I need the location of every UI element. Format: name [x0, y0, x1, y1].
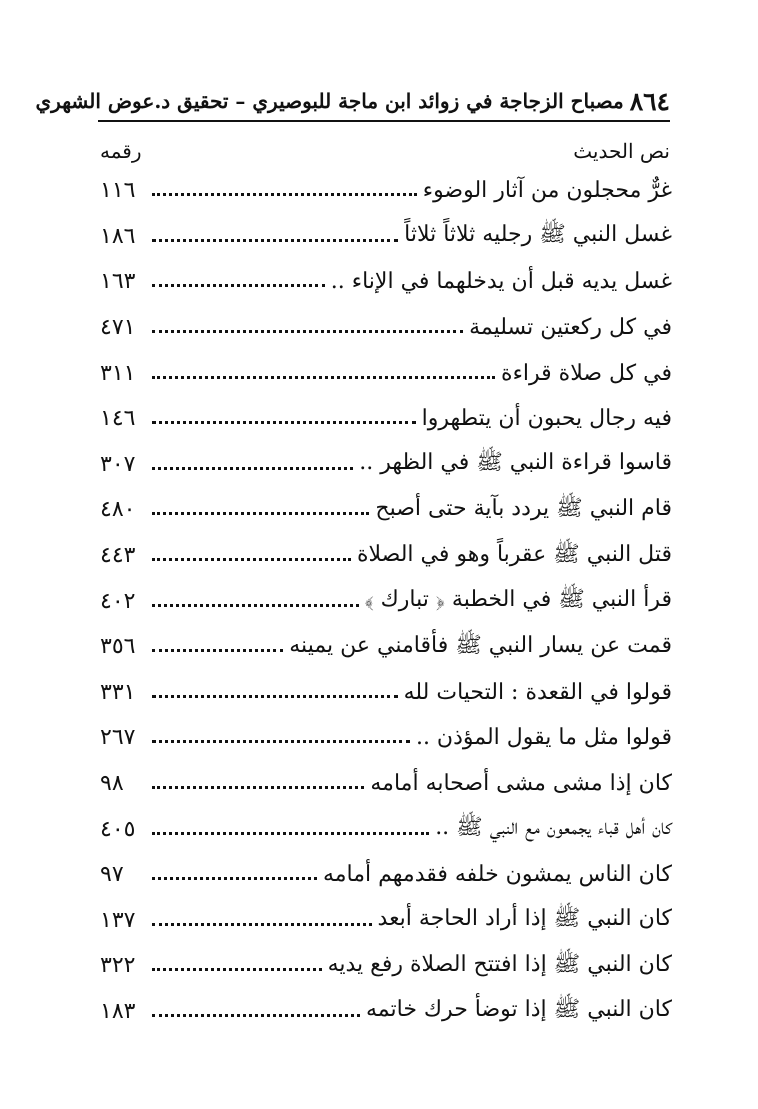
- entry-text: قام النبي ﷺ يردد بآية حتى أصبح: [375, 495, 672, 521]
- dot-leader: [152, 649, 283, 652]
- entry-text: قاسوا قراءة النبي ﷺ في الظهر ..: [359, 450, 672, 476]
- entry-number: ١٨٣: [100, 998, 136, 1024]
- entry-text: كان إذا مشى مشى أصحابه أمامه: [370, 771, 672, 797]
- entry-number: ١١٦: [100, 178, 136, 204]
- running-title: مصباح الزجاجة في زوائد ابن ماجة للبوصيري – تحقيق د.عوض الشهري: [35, 89, 624, 113]
- index-entry: [100, 396, 672, 442]
- entry-number: ٤٨٠: [100, 497, 136, 523]
- entry-text: قولوا في القعدة : التحيات لله: [403, 679, 672, 705]
- entry-text: كان أهل قباء يجمعون مع النبي ﷺ ..: [435, 815, 672, 841]
- dot-leader: [152, 512, 369, 515]
- index-entry: [100, 305, 672, 351]
- entry-number: ١٣٧: [100, 907, 136, 933]
- entry-number: ٤٧١: [100, 315, 136, 341]
- column-headers: [100, 136, 670, 166]
- dot-leader: [152, 740, 410, 743]
- index-entry: [100, 852, 672, 898]
- index-entry: [100, 715, 672, 761]
- entry-number: ٢٦٧: [100, 725, 136, 751]
- dot-leader: [152, 786, 364, 789]
- index-entry: [100, 898, 672, 944]
- index-entry: [100, 442, 672, 488]
- dot-leader: [152, 467, 353, 470]
- entry-text: كان النبي ﷺ إذا أراد الحاجة أبعد: [377, 906, 672, 932]
- entry-text: فيه رجال يحبون أن يتطهروا: [421, 406, 672, 432]
- entry-text: غسل النبي ﷺ رجليه ثلاثاً ثلاثاً: [404, 222, 672, 248]
- entry-text: قمت عن يسار النبي ﷺ فأقامني عن يمينه: [289, 632, 672, 658]
- dot-leader: [152, 877, 317, 880]
- dot-leader: [152, 193, 417, 196]
- index-entry: [100, 943, 672, 989]
- dot-leader: [152, 284, 325, 287]
- index-entry: [100, 259, 672, 305]
- entry-number: ١٤٦: [100, 406, 136, 432]
- entry-number: ٤٠٢: [100, 588, 136, 614]
- index-entry: [100, 214, 672, 260]
- entry-number: ١٨٦: [100, 223, 136, 249]
- index-entry: [100, 624, 672, 670]
- entry-number: ١٦٣: [100, 269, 136, 295]
- entry-number: ٤٤٣: [100, 543, 136, 569]
- index-entry: [100, 578, 672, 624]
- index-entry: [100, 533, 672, 579]
- entry-number: ٣٠٧: [100, 451, 136, 477]
- entry-text: قتل النبي ﷺ عقرباً وهو في الصلاة: [357, 541, 672, 567]
- index-entry: [100, 989, 672, 1035]
- index-entry: [100, 670, 672, 716]
- running-header: [35, 82, 670, 122]
- dot-leader: [152, 604, 359, 607]
- entry-number: ٣٥٦: [100, 634, 136, 660]
- entry-text: قولوا مثل ما يقول المؤذن ..: [415, 725, 672, 751]
- dot-leader: [152, 376, 495, 379]
- index-entry: [100, 806, 672, 852]
- hadith-text-column-header: نص الحديث: [573, 139, 670, 163]
- entry-number: ٣٢٢: [100, 953, 136, 979]
- entry-number: ٣٣١: [100, 679, 136, 705]
- index-list: [100, 168, 672, 1034]
- entry-text: غسل يديه قبل أن يدخلهما في الإناء ..: [330, 269, 672, 295]
- entry-text: كان النبي ﷺ إذا توضأ حرك خاتمه: [365, 997, 672, 1023]
- entry-number: ٤٠٥: [100, 816, 136, 842]
- entry-number: ٩٧: [100, 862, 124, 888]
- dot-leader: [152, 1014, 360, 1017]
- entry-text: كان النبي ﷺ إذا افتتح الصلاة رفع يديه: [327, 951, 672, 977]
- dot-leader: [152, 968, 322, 971]
- entry-number: ٣١١: [100, 360, 136, 386]
- dot-leader: [152, 330, 463, 333]
- index-entry: [100, 168, 672, 214]
- index-entry: [100, 487, 672, 533]
- dot-leader: [152, 558, 351, 561]
- page-number: ٨٦٤: [629, 86, 670, 116]
- entry-text: في كل ركعتين تسليمة: [469, 315, 672, 341]
- entry-text: في كل صلاة قراءة: [501, 360, 672, 386]
- entry-number: ٩٨: [100, 771, 124, 797]
- dot-leader: [152, 695, 398, 698]
- dot-leader: [152, 832, 429, 835]
- entry-text: غرٌّ محجلون من آثار الوضوء: [422, 178, 672, 204]
- dot-leader: [152, 239, 398, 242]
- entry-text: قرأ النبي ﷺ في الخطبة ﴿ تبارك ﴾: [364, 587, 672, 613]
- dot-leader: [152, 421, 416, 424]
- dot-leader: [152, 923, 372, 926]
- hadith-number-column-header: رقمه: [100, 139, 142, 163]
- index-entry: [100, 761, 672, 807]
- entry-text: كان الناس يمشون خلفه فقدمهم أمامه: [322, 862, 672, 888]
- index-entry: [100, 350, 672, 396]
